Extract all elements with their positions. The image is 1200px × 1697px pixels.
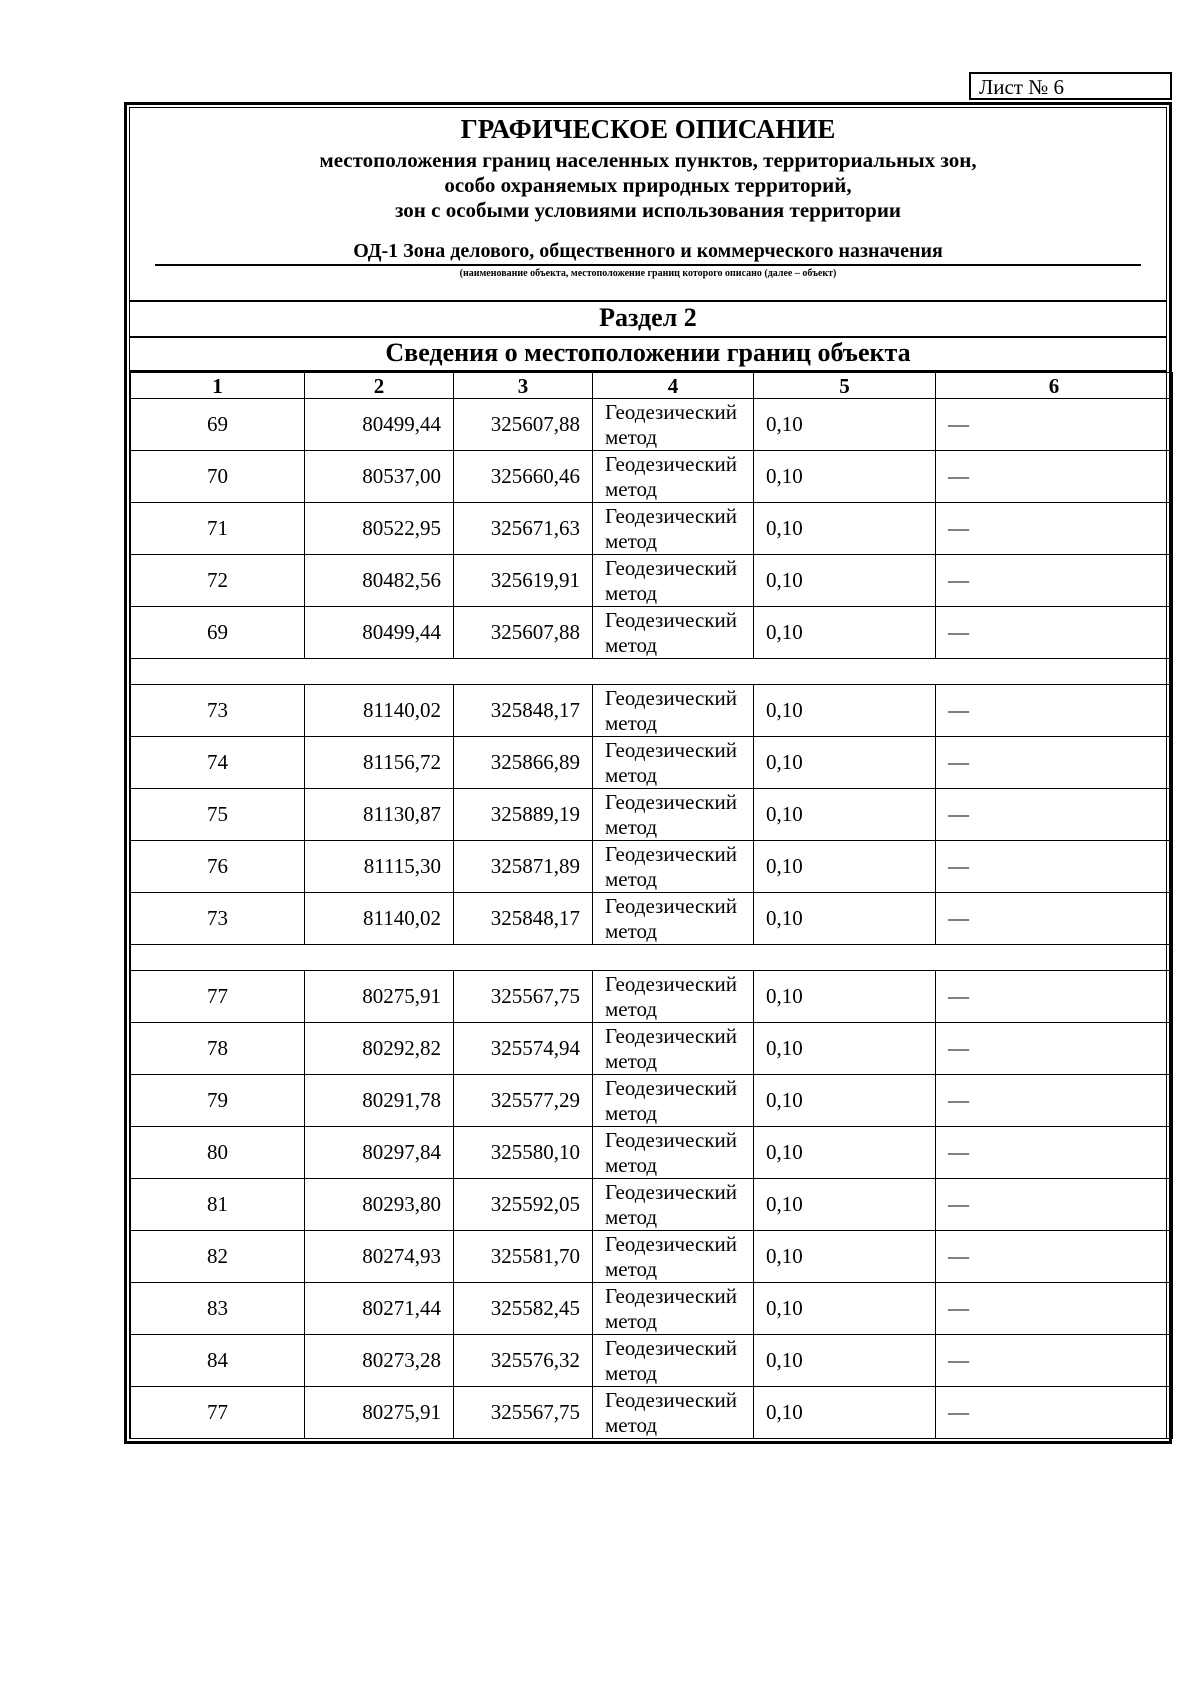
point-number-cell: 80 xyxy=(131,1127,305,1179)
method-line: Геодезический xyxy=(605,399,737,424)
method-line: Геодезический xyxy=(605,737,737,762)
table-row xyxy=(131,555,1173,607)
y-coordinate-cell: 325848,17 xyxy=(454,685,593,737)
table-row xyxy=(131,1075,1173,1127)
note-cell: — xyxy=(936,1335,1173,1387)
table-row xyxy=(131,1283,1173,1335)
method-cell xyxy=(593,503,754,555)
separator-row xyxy=(131,659,1173,685)
method-line: Геодезический xyxy=(605,789,737,814)
divider xyxy=(130,300,1166,302)
note-cell: — xyxy=(936,1179,1173,1231)
x-coordinate-cell: 80297,84 xyxy=(305,1127,454,1179)
method-cell xyxy=(593,555,754,607)
note-cell: — xyxy=(936,893,1173,945)
note-cell: — xyxy=(936,685,1173,737)
method-cell xyxy=(593,971,754,1023)
method-line: метод xyxy=(605,1256,658,1281)
note-cell: — xyxy=(936,399,1173,451)
separator-cell xyxy=(131,945,1173,971)
x-coordinate-cell: 81140,02 xyxy=(305,685,454,737)
x-coordinate-cell: 81115,30 xyxy=(305,841,454,893)
table-row xyxy=(131,841,1173,893)
method-line: метод xyxy=(605,528,658,553)
accuracy-cell: 0,10 xyxy=(754,1179,936,1231)
method-line: метод xyxy=(605,1152,658,1177)
point-number-cell: 84 xyxy=(131,1335,305,1387)
table-row xyxy=(131,607,1173,659)
x-coordinate-cell: 80482,56 xyxy=(305,555,454,607)
method-line: метод xyxy=(605,1308,658,1333)
y-coordinate-cell: 325889,19 xyxy=(454,789,593,841)
method-line: Геодезический xyxy=(605,893,737,918)
x-coordinate-cell: 80291,78 xyxy=(305,1075,454,1127)
method-cell xyxy=(593,399,754,451)
method-cell xyxy=(593,1179,754,1231)
table-row xyxy=(131,1023,1173,1075)
document-title: ГРАФИЧЕСКОЕ ОПИСАНИЕ xyxy=(460,114,836,144)
note-cell: — xyxy=(936,1127,1173,1179)
accuracy-cell: 0,10 xyxy=(754,503,936,555)
x-coordinate-cell: 80274,93 xyxy=(305,1231,454,1283)
method-line: Геодезический xyxy=(605,607,737,632)
accuracy-cell: 0,10 xyxy=(754,1127,936,1179)
method-line: метод xyxy=(605,632,658,657)
accuracy-cell: 0,10 xyxy=(754,893,936,945)
point-number-cell: 75 xyxy=(131,789,305,841)
table-header-row xyxy=(131,373,1173,399)
table-row xyxy=(131,1127,1173,1179)
accuracy-cell: 0,10 xyxy=(754,685,936,737)
note-cell: — xyxy=(936,789,1173,841)
column-header: 3 xyxy=(454,373,593,399)
accuracy-cell: 0,10 xyxy=(754,451,936,503)
table-row xyxy=(131,1179,1173,1231)
point-number-cell: 69 xyxy=(131,399,305,451)
table-row xyxy=(131,1387,1173,1439)
method-line: метод xyxy=(605,1412,658,1437)
method-cell xyxy=(593,1127,754,1179)
point-number-cell: 73 xyxy=(131,685,305,737)
y-coordinate-cell: 325567,75 xyxy=(454,971,593,1023)
x-coordinate-cell: 81156,72 xyxy=(305,737,454,789)
point-number-cell: 73 xyxy=(131,893,305,945)
y-coordinate-cell: 325660,46 xyxy=(454,451,593,503)
x-coordinate-cell: 80292,82 xyxy=(305,1023,454,1075)
y-coordinate-cell: 325580,10 xyxy=(454,1127,593,1179)
accuracy-cell: 0,10 xyxy=(754,1023,936,1075)
method-cell xyxy=(593,1387,754,1439)
method-line: Геодезический xyxy=(605,1179,737,1204)
method-line: Геодезический xyxy=(605,1023,737,1048)
table-row xyxy=(131,399,1173,451)
method-line: Геодезический xyxy=(605,555,737,580)
y-coordinate-cell: 325576,32 xyxy=(454,1335,593,1387)
y-coordinate-cell: 325581,70 xyxy=(454,1231,593,1283)
subtitle-line: особо охраняемых природных территорий, xyxy=(444,173,852,197)
method-cell xyxy=(593,1283,754,1335)
table-row xyxy=(131,685,1173,737)
point-number-cell: 77 xyxy=(131,971,305,1023)
y-coordinate-cell: 325567,75 xyxy=(454,1387,593,1439)
x-coordinate-cell: 80537,00 xyxy=(305,451,454,503)
method-cell xyxy=(593,789,754,841)
accuracy-cell: 0,10 xyxy=(754,789,936,841)
column-header: 4 xyxy=(593,373,754,399)
x-coordinate-cell: 81130,87 xyxy=(305,789,454,841)
point-number-cell: 81 xyxy=(131,1179,305,1231)
point-number-cell: 76 xyxy=(131,841,305,893)
x-coordinate-cell: 80522,95 xyxy=(305,503,454,555)
method-line: Геодезический xyxy=(605,841,737,866)
table-row xyxy=(131,1231,1173,1283)
point-number-cell: 71 xyxy=(131,503,305,555)
separator-cell xyxy=(131,659,1173,685)
note-cell: — xyxy=(936,1283,1173,1335)
y-coordinate-cell: 325582,45 xyxy=(454,1283,593,1335)
document-header xyxy=(130,108,1166,300)
note-cell: — xyxy=(936,841,1173,893)
table-row xyxy=(131,451,1173,503)
method-line: Геодезический xyxy=(605,1335,737,1360)
method-cell xyxy=(593,1335,754,1387)
y-coordinate-cell: 325619,91 xyxy=(454,555,593,607)
table-row xyxy=(131,789,1173,841)
y-coordinate-cell: 325607,88 xyxy=(454,607,593,659)
method-line: Геодезический xyxy=(605,1231,737,1256)
point-number-cell: 74 xyxy=(131,737,305,789)
x-coordinate-cell: 80499,44 xyxy=(305,607,454,659)
method-line: Геодезический xyxy=(605,1075,737,1100)
method-line: метод xyxy=(605,476,658,501)
method-cell xyxy=(593,841,754,893)
method-cell xyxy=(593,607,754,659)
method-line: Геодезический xyxy=(605,1283,737,1308)
table-row xyxy=(131,503,1173,555)
x-coordinate-cell: 80273,28 xyxy=(305,1335,454,1387)
accuracy-cell: 0,10 xyxy=(754,1231,936,1283)
accuracy-cell: 0,10 xyxy=(754,971,936,1023)
method-line: Геодезический xyxy=(605,1127,737,1152)
method-cell xyxy=(593,1023,754,1075)
method-line: метод xyxy=(605,1100,658,1125)
object-caption: (наименование объекта, местоположение границ которого описано (далее – объект) xyxy=(459,268,837,279)
column-header: 5 xyxy=(754,373,936,399)
method-cell xyxy=(593,451,754,503)
x-coordinate-cell: 80271,44 xyxy=(305,1283,454,1335)
method-line: Геодезический xyxy=(605,971,737,996)
y-coordinate-cell: 325574,94 xyxy=(454,1023,593,1075)
note-cell: — xyxy=(936,607,1173,659)
note-cell: — xyxy=(936,737,1173,789)
method-cell xyxy=(593,893,754,945)
x-coordinate-cell: 80275,91 xyxy=(305,971,454,1023)
method-cell xyxy=(593,1075,754,1127)
method-line: Геодезический xyxy=(605,503,737,528)
sheet-number-box xyxy=(969,72,1172,100)
accuracy-cell: 0,10 xyxy=(754,399,936,451)
table-row xyxy=(131,893,1173,945)
x-coordinate-cell: 80499,44 xyxy=(305,399,454,451)
y-coordinate-cell: 325577,29 xyxy=(454,1075,593,1127)
section-subtitle: Сведения о местоположении границ объекта xyxy=(385,338,911,367)
accuracy-cell: 0,10 xyxy=(754,1335,936,1387)
y-coordinate-cell: 325592,05 xyxy=(454,1179,593,1231)
accuracy-cell: 0,10 xyxy=(754,1387,936,1439)
table-body xyxy=(131,399,1173,1439)
y-coordinate-cell: 325671,63 xyxy=(454,503,593,555)
method-line: метод xyxy=(605,918,658,943)
method-line: метод xyxy=(605,424,658,449)
method-line: метод xyxy=(605,580,658,605)
x-coordinate-cell: 81140,02 xyxy=(305,893,454,945)
method-line: метод xyxy=(605,996,658,1021)
accuracy-cell: 0,10 xyxy=(754,737,936,789)
method-line: метод xyxy=(605,1360,658,1385)
table-row xyxy=(131,971,1173,1023)
point-number-cell: 82 xyxy=(131,1231,305,1283)
column-header: 2 xyxy=(305,373,454,399)
method-line: Геодезический xyxy=(605,451,737,476)
table-row xyxy=(131,737,1173,789)
y-coordinate-cell: 325848,17 xyxy=(454,893,593,945)
method-line: метод xyxy=(605,1048,658,1073)
object-name-underline xyxy=(155,264,1141,266)
accuracy-cell: 0,10 xyxy=(754,1075,936,1127)
method-line: метод xyxy=(605,814,658,839)
note-cell: — xyxy=(936,1231,1173,1283)
method-line: метод xyxy=(605,710,658,735)
note-cell: — xyxy=(936,971,1173,1023)
accuracy-cell: 0,10 xyxy=(754,555,936,607)
method-line: Геодезический xyxy=(605,685,737,710)
note-cell: — xyxy=(936,1075,1173,1127)
y-coordinate-cell: 325871,89 xyxy=(454,841,593,893)
note-cell: — xyxy=(936,1387,1173,1439)
column-header: 1 xyxy=(131,373,305,399)
point-number-cell: 79 xyxy=(131,1075,305,1127)
document-inner-frame xyxy=(129,107,1167,1439)
note-cell: — xyxy=(936,451,1173,503)
coordinates-table xyxy=(130,372,1173,1439)
method-line: метод xyxy=(605,866,658,891)
method-cell xyxy=(593,685,754,737)
method-line: метод xyxy=(605,762,658,787)
point-number-cell: 70 xyxy=(131,451,305,503)
document-frame xyxy=(124,102,1172,1444)
note-cell: — xyxy=(936,555,1173,607)
point-number-cell: 78 xyxy=(131,1023,305,1075)
table-row xyxy=(131,1335,1173,1387)
x-coordinate-cell: 80275,91 xyxy=(305,1387,454,1439)
column-header: 6 xyxy=(936,373,1173,399)
subtitle-line: местоположения границ населенных пунктов, территориальных зон, xyxy=(319,148,977,172)
point-number-cell: 69 xyxy=(131,607,305,659)
note-cell: — xyxy=(936,503,1173,555)
section-title: Раздел 2 xyxy=(599,303,697,332)
x-coordinate-cell: 80293,80 xyxy=(305,1179,454,1231)
object-name: ОД-1 Зона делового, общественного и коммерческого назначения xyxy=(353,240,943,262)
subtitle-line: зон с особыми условиями использования территории xyxy=(394,198,902,222)
method-line: метод xyxy=(605,1204,658,1229)
sheet-number: Лист № 6 xyxy=(979,75,1065,99)
accuracy-cell: 0,10 xyxy=(754,607,936,659)
y-coordinate-cell: 325607,88 xyxy=(454,399,593,451)
point-number-cell: 83 xyxy=(131,1283,305,1335)
separator-row xyxy=(131,945,1173,971)
accuracy-cell: 0,10 xyxy=(754,1283,936,1335)
point-number-cell: 77 xyxy=(131,1387,305,1439)
document-subtitle xyxy=(130,148,1166,223)
method-cell xyxy=(593,737,754,789)
accuracy-cell: 0,10 xyxy=(754,841,936,893)
method-line: Геодезический xyxy=(605,1387,737,1412)
note-cell: — xyxy=(936,1023,1173,1075)
method-cell xyxy=(593,1231,754,1283)
point-number-cell: 72 xyxy=(131,555,305,607)
y-coordinate-cell: 325866,89 xyxy=(454,737,593,789)
